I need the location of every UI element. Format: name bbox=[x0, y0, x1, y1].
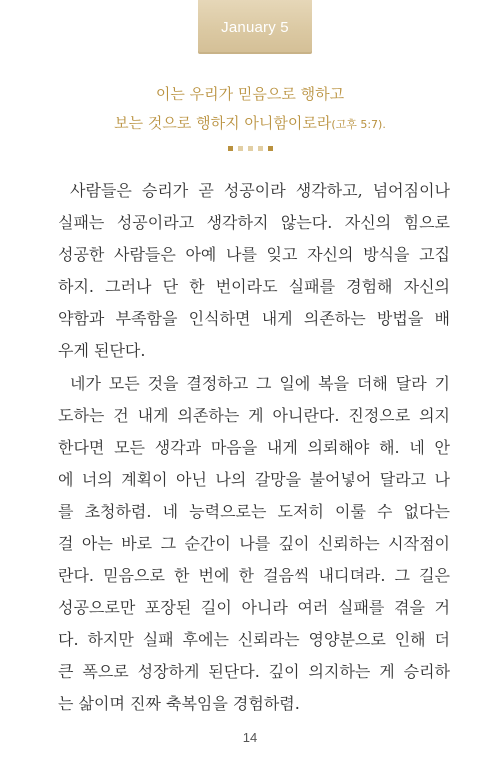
paragraph-line: 를 초청하렴. 네 능력으로는 도저히 이룰 수 없다는 bbox=[58, 502, 450, 521]
page-number: 14 bbox=[242, 730, 258, 745]
paragraph-line: 성공으로만 포장된 길이 아니라 여러 실패를 겪을 거 bbox=[58, 598, 450, 617]
verse-reference: (고후 5:7). bbox=[331, 118, 386, 131]
divider-dot bbox=[268, 146, 273, 151]
verse-line-2-text: 보는 것으로 행하지 아니함이로라 bbox=[114, 114, 332, 132]
paragraph-line: 우게 된단다. bbox=[58, 341, 146, 360]
paragraph-line: 한다면 모든 생각과 마음을 내게 의뢰해야 해. 네 안 bbox=[58, 438, 450, 457]
paragraph-line: 는 삶이며 진짜 축복임을 경험하렴. bbox=[58, 694, 300, 713]
divider-dot bbox=[248, 146, 253, 151]
divider-dot bbox=[228, 146, 233, 151]
paragraph-line: 도하는 건 내게 의존하는 게 아니란다. 진정으로 의지 bbox=[58, 406, 450, 425]
paragraph-line: 성공한 사람들은 아예 나를 잊고 자신의 방식을 고집 bbox=[58, 245, 450, 264]
paragraph-line: 큰 폭으로 성장하게 된단다. 깊이 의지하는 게 승리하 bbox=[58, 662, 450, 681]
paragraph-line: 실패는 성공이라고 생각하지 않는다. 자신의 힘으로 bbox=[58, 213, 450, 232]
paragraph-line: 에 너의 계획이 아닌 나의 갈망을 불어넣어 달라고 나 bbox=[58, 470, 450, 489]
verse-line-1: 이는 우리가 믿음으로 행하고 bbox=[155, 85, 345, 103]
divider-dots bbox=[0, 146, 500, 151]
paragraph-line: 란다. 믿음으로 한 번에 한 걸음씩 내디뎌라. 그 길은 bbox=[58, 566, 450, 585]
paragraph-line: 약함과 부족함을 인식하면 내게 의존하는 방법을 배 bbox=[58, 309, 450, 328]
date-tab bbox=[198, 0, 312, 54]
paragraph-line: 네가 모든 것을 결정하고 그 일에 복을 더해 달라 기 bbox=[70, 374, 450, 393]
divider-dot bbox=[258, 146, 263, 151]
paragraph-line: 하지. 그러나 단 한 번이라도 실패를 경험해 자신의 bbox=[58, 277, 450, 296]
divider-dot bbox=[238, 146, 243, 151]
verse-line-2 bbox=[0, 113, 500, 135]
date-label: January 5 bbox=[221, 19, 289, 36]
paragraph-line: 다. 하지만 실패 후에는 신뢰라는 영양분으로 인해 더 bbox=[58, 630, 450, 649]
paragraph-line: 사람들은 승리가 곧 성공이라 생각하고, 넘어짐이나 bbox=[70, 181, 450, 200]
paragraph-line: 걸 아는 바로 그 순간이 나를 깊이 신뢰하는 시작점이 bbox=[58, 534, 450, 553]
